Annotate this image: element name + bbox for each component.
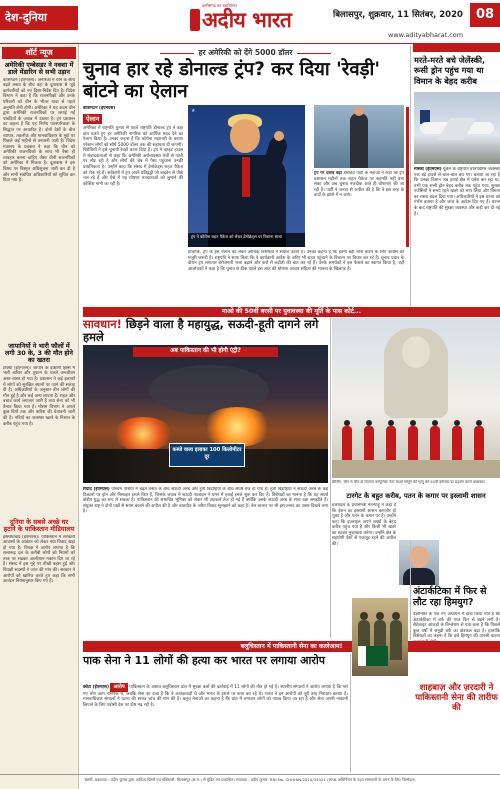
smoke-shape: [149, 365, 269, 415]
pakistan-band: बलूचिस्तान में पाकिस्तानी सेना का कत्लेआम!: [83, 641, 500, 652]
war-question-band: अब पाकिस्तान की भी होगी एंट्री?: [133, 347, 278, 357]
logo-mark-icon: [190, 9, 200, 31]
netanyahu-photo: [399, 540, 439, 585]
brand-logo: [190, 3, 312, 33]
masthead: [0, 0, 500, 44]
right-top-bar: [413, 44, 500, 52]
lead-label: ऐलान: [83, 114, 102, 124]
right-top-text: यूक्रेन के राष्ट्रपति वोलोदिमिर जेलेंस्की एक बड़े हादसे से बाल-बाल बच गए। बताया जा रहा है कि उनका विमान जब हवाई क्षेत्र में प्रवेश कर रहा था, तभी एक रूसी ड्रोन बेहद करीब तक पहुंच गया। सुरक्षा एजेंसियों ने समय रहते खतरे को भांप लिया और विमान का रास्ता बदल दिया गया। अधिकारियों ने इस घटना को गंभीर बताया है और जांच के आदेश दिए गए हैं। घटना के बाद राष्ट्रपति की सुरक्षा व्यवस्था और कड़ी कर दी गई है।: [414, 167, 500, 217]
hand-shape: [274, 131, 284, 141]
antarctica-headline: अंटार्कटिका में फिर से लौट रहा हिमयुग?: [413, 586, 487, 609]
side-box-rule: [406, 107, 409, 247]
pakistan-text: पाकिस्तान के अशांत बलूचिस्तान प्रांत में सुरक्षा बलों की कार्रवाई में 11 लोगों की मौत हो गई है। स्थानीय संगठनों ने आरोप लगाया है कि मारे गए लोग आम नागरिक थे, जबकि सेना का दावा है कि वे आतंकवादी थे और भारत के इशारे पर काम कर रहे थे। भारत ने इन आरोपों को पूरी तरह निराधार बताया है। मानवाधिकार संगठनों ने घटना की स्वतंत्र जांच की मांग की है। बलूच नेताओं का कहना है कि प्रांत में लगातार लोगों को गायब किया जा रहा है और सेना अपनी नाकामी छिपाने के लिए पड़ोसी देश पर दोष मढ़ रही है।: [83, 685, 348, 708]
tie-shape: [242, 157, 250, 197]
war-byline: रियाद (ईएमएस): [83, 487, 110, 492]
statue-caption: बीजिंग, चीन में चीन के दिवंगत कम्युनिस्ट नेता माओ त्सेतुंग की मृत्यु की 50वीं वर्षगांठ पर प्रदर्शन करते कलाकार: [332, 480, 485, 484]
brand-name: अदीय भारत: [202, 7, 292, 32]
lead-photo: [188, 105, 305, 247]
dancer-figure: [408, 426, 418, 460]
lead-column-3: हालांकि, ट्रंप के इस ऐलान को लेकर आर्थिक विशेषज्ञों ने सवाल उठाए हैं। उनका कहना है कि इतनी बड़ी राशि बांटने के लिए कांग्रेस की मंजूरी जरूरी है। राष्ट्रपति ने साफ किया कि वे कार्यकारी आदेश के जरिए भी राहत पहुंचाने के विकल्प पर विचार कर रहे हैं। चुनाव प्रचार के दौरान ट्रंप लगातार बेरोजगारी भत्ता बढ़ाने और करों में कटौती की बात कर रहे हैं। उनके समर्थकों ने इस फैसले का स्वागत किया है, वहीं आलोचकों ने कहा है कि चुनाव से ठीक पहले इस तरह की घोषणा आचार संहिता की भावना के खिलाफ है।: [188, 250, 404, 272]
short-news-headline: दुनिया के सबसे अच्छे घर हटाने के पाकिस्तान मीडियालय: [3, 517, 75, 534]
lead-column-1: [83, 106, 183, 306]
side-box-body: डेमोक्रेट पार्टी के नेताओं ने कहा कि ट्रंप प्रशासन महीनों तक राहत पैकेज पर सहमति नहीं बना सका और अब चुनाव नजदीक आते ही घोषणाएं की जा रही हैं। पार्टी ने जनता से अपील की है कि वे इस तरह के वादों के झांसे में न आएं।: [314, 171, 404, 199]
mao-band: माओ की 50वीं बरसी पर युवावस्था की मूर्ति के पास कोर्ट...: [83, 307, 500, 317]
dancer-figure: [474, 426, 484, 460]
israel-headline: टारगेट के बहुत करीब, पतन के कगार पर इस्लामी शासन: [346, 492, 486, 500]
section-label: देश-दुनिया: [0, 6, 78, 30]
pakistan-byline: क्वेटा (ईएमएस): [83, 685, 109, 690]
pakistan-label: आरोप: [110, 683, 127, 692]
explosion-shape: [201, 407, 273, 447]
war-info-box: कब्जे वाला इलाका 100 किलोमीटर दूर: [169, 443, 245, 467]
lead-body-1: अमेरिका में राष्ट्रपति चुनाव से पहले राष्ट्रपति डोनाल्ड ट्रंप ने बड़ा दांव चलते हुए हर अमेरिकी नागरिक को आर्थिक मदद देने का ऐलान किया है। उनका कहना है कि कोरोना महामारी के कारण परेशान लोगों को सीधे 5000 डॉलर तक की सहायता दी जाएगी। विरोधियों ने इसे चुनावी रेवड़ी करार दिया है। ट्रंप ने व्हाइट हाउस में संवाददाताओं से कहा कि अमेरिकी अर्थव्यवस्था तेजी से पटरी पर लौट रही है और लोगों की जेब में पैसा पहुंचाना उनकी प्राथमिकता है। उन्होंने कहा कि संसद में डेमोक्रेट्स राहत पैकेज को रोक रहे हैं। सर्वेक्षणों में ट्रंप अपने प्रतिद्वंद्वी जो बाइडेन से पीछे चल रहे हैं और ऐसे में यह घोषणा मतदाताओं को लुभाने की कोशिश मानी जा रही है।: [83, 126, 183, 187]
right-top-headline: मरते-मरते बचे जेलेंस्की, रूसी ड्रोन पहुंच गया था विमान के बेहद करीब: [414, 55, 486, 86]
war-body: [83, 487, 328, 637]
explosion-shape: [113, 417, 173, 451]
war-photo: [83, 345, 328, 483]
israel-body: इजराइल के प्रधानमंत्री नेतन्याहू ने कहा है कि ईरान का इस्लामी शासन कमजोर हो चुका है और पतन के कगार पर है। उन्होंने कहा कि इजराइल अपने लक्ष्यों के बेहद करीब पहुंच गया है और किसी भी खतरे का डटकर मुकाबला करेगा। उन्होंने क्षेत्र के सहयोगी देशों से एकजुट रहने की अपील की।: [332, 503, 396, 548]
website-url[interactable]: www.adityabharat.com: [388, 31, 464, 39]
side-photo: [314, 105, 404, 168]
stage-ground: [332, 460, 500, 478]
person-figure: [350, 113, 368, 168]
dancer-figure: [364, 426, 374, 460]
pakistan-body: [83, 683, 348, 771]
soldier-figure: [390, 620, 402, 660]
right-top-byline: मॉस्को (ईएमएस): [414, 167, 442, 172]
antarctica-body-top: [443, 540, 500, 584]
portrait-head: [409, 546, 429, 568]
war-text: पश्चिम एशिया में बढ़ते तनाव के बीच सऊदी अरब और हूती विद्रोहियों के बीच संघर्ष तेज हो गया है। हूती विद्रोहियों ने सऊदी अरब के कई ठिकानों पर ड्रोन और मिसाइल हमले किए हैं, जिसके जवाब में सऊदी गठबंधन ने यमन में हवाई हमले शुरू कर दिए हैं। विशेषज्ञों का मानना है कि यह संघर्ष क्षेत्रीय युद्ध का रूप ले सकता है। पाकिस्तान की संभावित भूमिका को लेकर भी अटकलें तेज हो गई हैं क्योंकि उसके सऊदी अरब के साथ रक्षा समझौते हैं। संयुक्त राष्ट्र ने दोनों पक्षों से संयम बरतने की अपील की है और बातचीत के जरिए विवाद सुलझाने को कहा है। तेल बाजार पर भी इस तनाव का असर दिखने लगा है।: [83, 487, 328, 515]
war-headline: [83, 318, 328, 344]
lead-kicker: हर अमेरिकी को देंगे 5000 डॉलर: [83, 48, 408, 57]
war-headline-red: सावधान!: [83, 317, 122, 331]
column-rule: [330, 318, 331, 638]
column-rule: [410, 540, 411, 640]
antarctica-body: वैज्ञानिकों के एक नए अध्ययन में दावा किया गया है कि अंटार्कटिका में बर्फ की परत फिर से बढ़ने लगी है। सैटेलाइट आंकड़ों के विश्लेषण से पता चला है कि पिछले कुछ वर्षों में समुद्री बर्फ का क्षेत्रफल बढ़ा है। हालांकि विशेषज्ञों का कहना है कि इसे हिमयुग की वापसी कहना: [413, 612, 500, 640]
pakistan-sub-headline: शाहबाज़ और ज़रदारी ने पाकिस्तानी सेना की तारीफ की: [415, 683, 498, 714]
dancer-figure: [386, 426, 396, 460]
statue-face: [402, 336, 430, 368]
dancer-figure: [342, 426, 352, 460]
dancer-figure: [430, 426, 440, 460]
face-shape: [230, 119, 260, 153]
lead-photo-caption: ट्रंप ने कोरोना राहत पैकेज को लेकर डेमोक्रेट्स पर निशाना साधा: [188, 233, 305, 247]
side-box: [314, 171, 404, 247]
short-news-body: इस्लामाबाद (ईएमएस)। पाकिस्तान में सरकारी आवासों के आवंटन को लेकर नया विवाद खड़ा हो गया है। विपक्ष ने आरोप लगाया है कि सत्तारूढ़ दल के करीबी लोगों को नियमों को ताक पर रखकर आलीशान मकान दिए जा रहे हैं। संसद में इस मुद्दे पर तीखी बहस हुई और विपक्षी सदस्यों ने जांच की मांग की। सरकार ने आरोपों को खारिज करते हुए कहा कि सभी आवंटन नियमानुसार किए गए हैं।: [3, 534, 75, 585]
short-news-body: टोक्यो (ईएमएस)। जापान के दक्षिणी हिस्से में भारी बारिश और तूफान के चलते जनजीवन अस्त-व्यस्त हो गया है। प्रशासन ने कई इलाकों में लोगों को सुरक्षित स्थानों पर जाने की सलाह दी है। अधिकारियों के अनुसार तीन लोगों की मौत हुई है और कई अन्य लापता हैं। राहत और बचाव कार्य लगातार जारी है तथा सेना को भी तैनात किया गया है। मौसम विभाग ने अगले कुछ दिनों तक और बारिश की चेतावनी जारी की है। नदियों का जलस्तर खतरे के निशान के करीब पहुंच गया है।: [3, 365, 75, 427]
page-number: 08: [470, 3, 500, 27]
imprint-footer: स्वामी, प्रकाशक : प्रदीप कुमार द्वारा आदित्य प्रिंटर्स एवं पब्लिशर्स, बिलासपुर (छ.ग.) से मुद्रित एवं प्रकाशित। संपादक : प्रदीप कुमार, RNI No. CHHHIN/2010/34521 (PRB अधिनियम के तहत समाचारों के चयन के लिए जिम्मेदार): [0, 774, 500, 789]
column-rule: [350, 654, 351, 772]
short-news-band: शॉर्ट न्यूज: [2, 47, 76, 59]
pakistan-flag-icon: [358, 646, 388, 666]
aircraft-photo: [414, 92, 500, 164]
lead-headline: चुनाव हार रहे डोनाल्ड ट्रंप? कर दिया 'रेवड़ी' बांटने का ऐलान: [83, 59, 380, 103]
lead-byline: वाशिंगटन (ईएमएस): [83, 106, 116, 111]
dateline: बिलासपुर, शुक्रवार, 11 सितंबर, 2020: [333, 10, 463, 20]
soldiers-photo: [352, 598, 408, 676]
mao-statue-photo: [332, 318, 500, 478]
dancer-figure: [452, 426, 462, 460]
short-news-headline: जापानियों ने भारी फौलों में लगी 30 के, 3 की मौत होने का खतरा: [5, 341, 73, 365]
short-news-headline: अमेरिकी एम्बेसडर ने नक्शा में डाले मेंडारिन से सभी उड़ान: [4, 61, 74, 77]
short-news-body: वाशिंगटन (ईएमएस)। अमेरिका ने चीन के साथ बढ़ते तनाव के बीच वहां के दूतावास से जुड़े कर्मचारियों को नए दिशा-निर्देश दिए हैं। विदेश विभाग ने कहा है कि राजनयिकों और उनके परिवारों को चीन के भीतर यात्रा से पहले अनुमति लेनी होगी। अमेरिका ने यह कदम चीन द्वारा अमेरिकी राजनयिकों पर लगाई गई पाबंदियों के जवाब में उठाया है। ट्रंप प्रशासन का कहना है कि यह निर्णय पारस्परिकता के सिद्धांत पर आधारित है। दोनों देशों के बीच व्यापार, तकनीक और मानवाधिकार के मुद्दों पर पिछले कई महीनों से तनातनी जारी है। विदेश मंत्रालय के प्रवक्ता ने कहा कि चीन को अमेरिकी राजनयिकों के साथ भी वैसा ही व्यवहार करना चाहिए जैसा चीनी राजनयिकों को अमेरिका में मिलता है। दूतावास ने इस विषय पर विस्तृत अधिसूचना जारी कर दी है और सभी संबंधित अधिकारियों को सूचित कर दिया गया है।: [3, 77, 75, 184]
column-rule: [410, 46, 411, 306]
flag-icon: ★: [191, 108, 196, 114]
portrait-suit: [403, 568, 435, 585]
short-news-column: [0, 44, 79, 789]
right-top-body: [414, 167, 500, 305]
pakistan-headline: पाक सेना ने 11 लोगों की हत्या कर भारत पर लगाया आरोप: [83, 654, 325, 667]
side-box-headline: ट्रंप पर दबाव बढ़ा: [314, 171, 342, 176]
brand-tagline: छत्तीसगढ़ का स्वाभिमान: [202, 3, 237, 8]
war-headline-text: छिड़ने वाला है महायुद्ध, सऊदी-हूती दागने लगे हमले: [83, 317, 319, 345]
